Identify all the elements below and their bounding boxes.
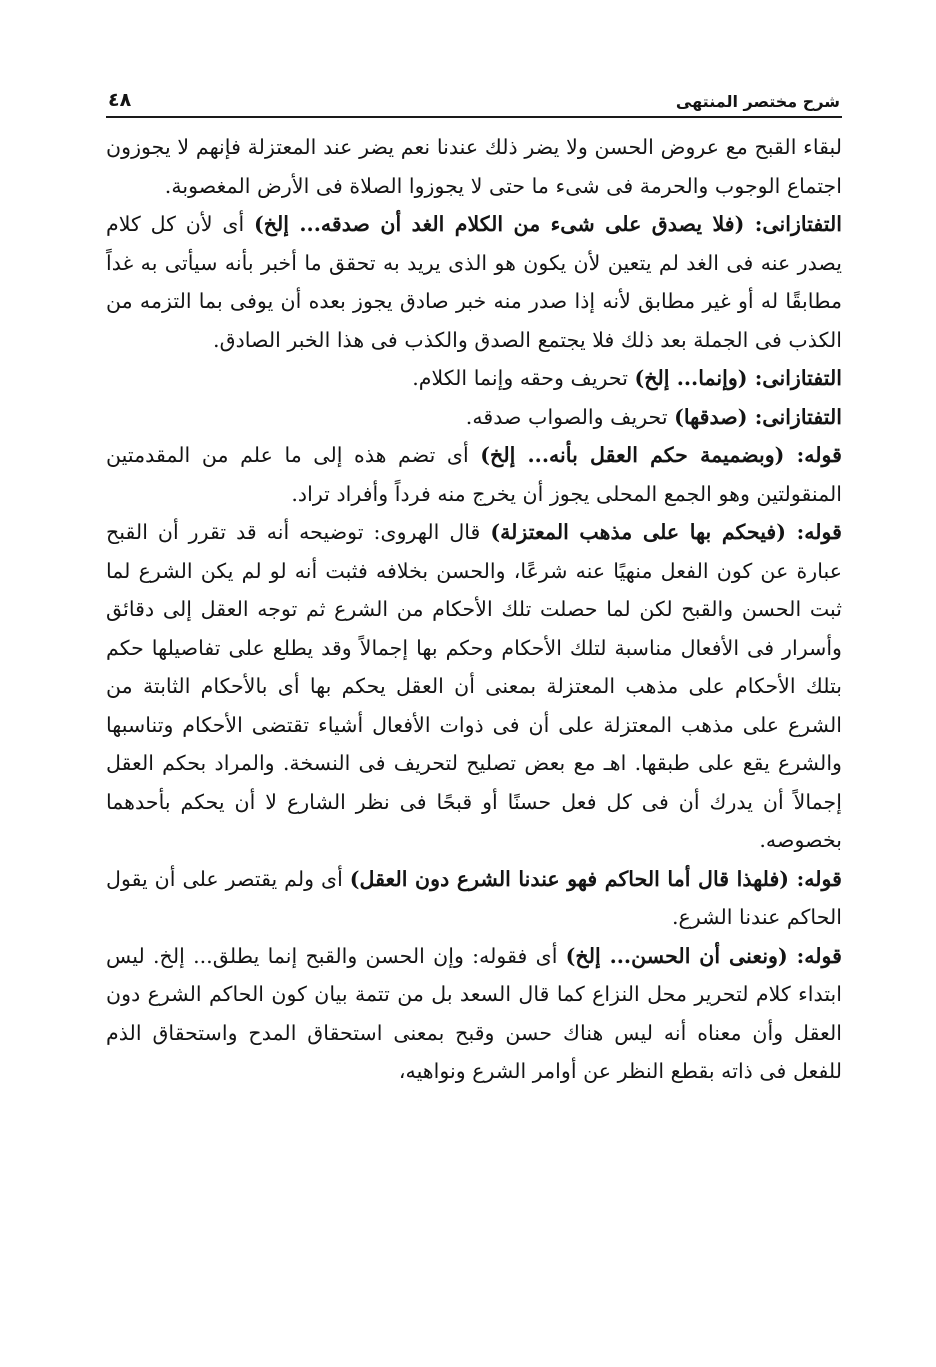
paragraph-7 bbox=[106, 860, 842, 937]
paragraph-3 bbox=[106, 359, 842, 398]
paragraph-5 bbox=[106, 436, 842, 513]
paragraph-text: تحريف والصواب صدقه. bbox=[465, 404, 675, 429]
page-header bbox=[106, 82, 842, 118]
paragraph-lead: التفتازانى: (فلا يصدق على شىء من الكلام الغد أن صدقه... إلخ) bbox=[253, 212, 843, 236]
paragraph-2 bbox=[106, 205, 842, 359]
paragraph-text: تحريف وحقه وإنما الكلام. bbox=[412, 366, 635, 390]
body-text bbox=[106, 128, 842, 1091]
paragraph-text: أى لأن كل كلام يصدر عنه فى الغد لم يتعين لأن يكون هو الذى يريد به تحقق ما أخبر بأنه سيأتى به غداً مطابقًا له أو غير مطابق لأنه إذا صدر منه خبر صادق يجوز بعده أن يوفى بما التزمه من الكذب فى الجملة بعد ذلك فلا يجتمع الصدق والكذب فى هذا الخبر الصادق. bbox=[106, 212, 842, 352]
paragraph-lead: قوله: (وبضميمة حكم العقل بأنه... إلخ) bbox=[480, 443, 843, 467]
paragraph-lead: قوله: (فلهذا قال أما الحاكم فهو عندنا الشرع دون العقل) bbox=[349, 866, 843, 891]
paragraph-lead: قوله: (ونعنى أن الحسن... إلخ) bbox=[565, 943, 843, 968]
running-title: شرح مختصر المنتهى bbox=[675, 92, 840, 111]
paragraph-lead: التفتازانى: (وإنما... إلخ) bbox=[634, 366, 842, 390]
book-page bbox=[106, 82, 842, 1091]
page-number: ٤٨ bbox=[108, 89, 132, 111]
paragraph-1 bbox=[106, 128, 842, 205]
paragraph-text: أى ولم يقتصر على أن يقول الحاكم عندنا الشرع. bbox=[106, 866, 842, 929]
paragraph-4 bbox=[106, 398, 842, 437]
paragraph-text: قال الهروى: توضيحه أنه قد تقرر أن القبح عبارة عن كون الفعل منهيًا عنه شرعًا، والحسن بخلافه فثبت أنه لو لم يكن الشرع لما ثبت الحسن والقبح لكن لما حصلت تلك الأحكام من الشرع ثم توجه العقل إلى دقائق وأسرار فى الأفعال مناسبة لتلك الأحكام وحكم بها إجمالاً وقد يطلع على تفاصيلها حكم بتلك الأحكام على مذهب المعتزلة بمعنى أن العقل يحكم بها أى بالأحكام الثابتة من الشرع على مذهب المعتزلة على أن فى ذوات الأفعال أشياء تقتضى الأحكام وتناسبها والشرع يقع على طبقها. اهـ مع بعض تصليح لتحريف فى النسخة. والمراد بحكم العقل إجمالاً أن يدرك أن فى كل فعل حسنًا أو قبحًا فى نظر الشارع لا أن يحكم بأحدهما بخصوصه. bbox=[106, 520, 842, 852]
paragraph-lead: قوله: (فيحكم بها على مذهب المعتزلة) bbox=[490, 520, 842, 544]
paragraph-8 bbox=[106, 937, 842, 1091]
paragraph-text: أى فقوله: وإن الحسن والقبح إنما يطلق... إلخ. ليس ابتداء كلام لتحرير محل النزاع كما قال السعد بل من تتمة بيان كون الحاكم الشرع دون العقل وأن معناه أنه ليس هناك حسن وقبح بمعنى استحقاق المدح واستحقاق الذم للفعل فى ذاته بقطع النظر عن أوامر الشرع ونواهيه، bbox=[106, 943, 842, 1083]
paragraph-text: لبقاء القبح مع عروض الحسن ولا يضر ذلك عندنا نعم يضر عند المعتزلة فإنهم لا يجوزون اجتماع الوجوب والحرمة فى شىء ما حتى لا يجوزوا الصلاة فى الأرض المغصوبة. bbox=[106, 135, 842, 198]
paragraph-lead: التفتازانى: (صدقها) bbox=[674, 404, 842, 429]
paragraph-text: أى تضم هذه إلى ما علم من المقدمتين المنقولتين وهو الجمع المحلى يجوز أن يخرج منه فرداً وأفراد تراد. bbox=[106, 443, 842, 506]
paragraph-6 bbox=[106, 513, 842, 860]
